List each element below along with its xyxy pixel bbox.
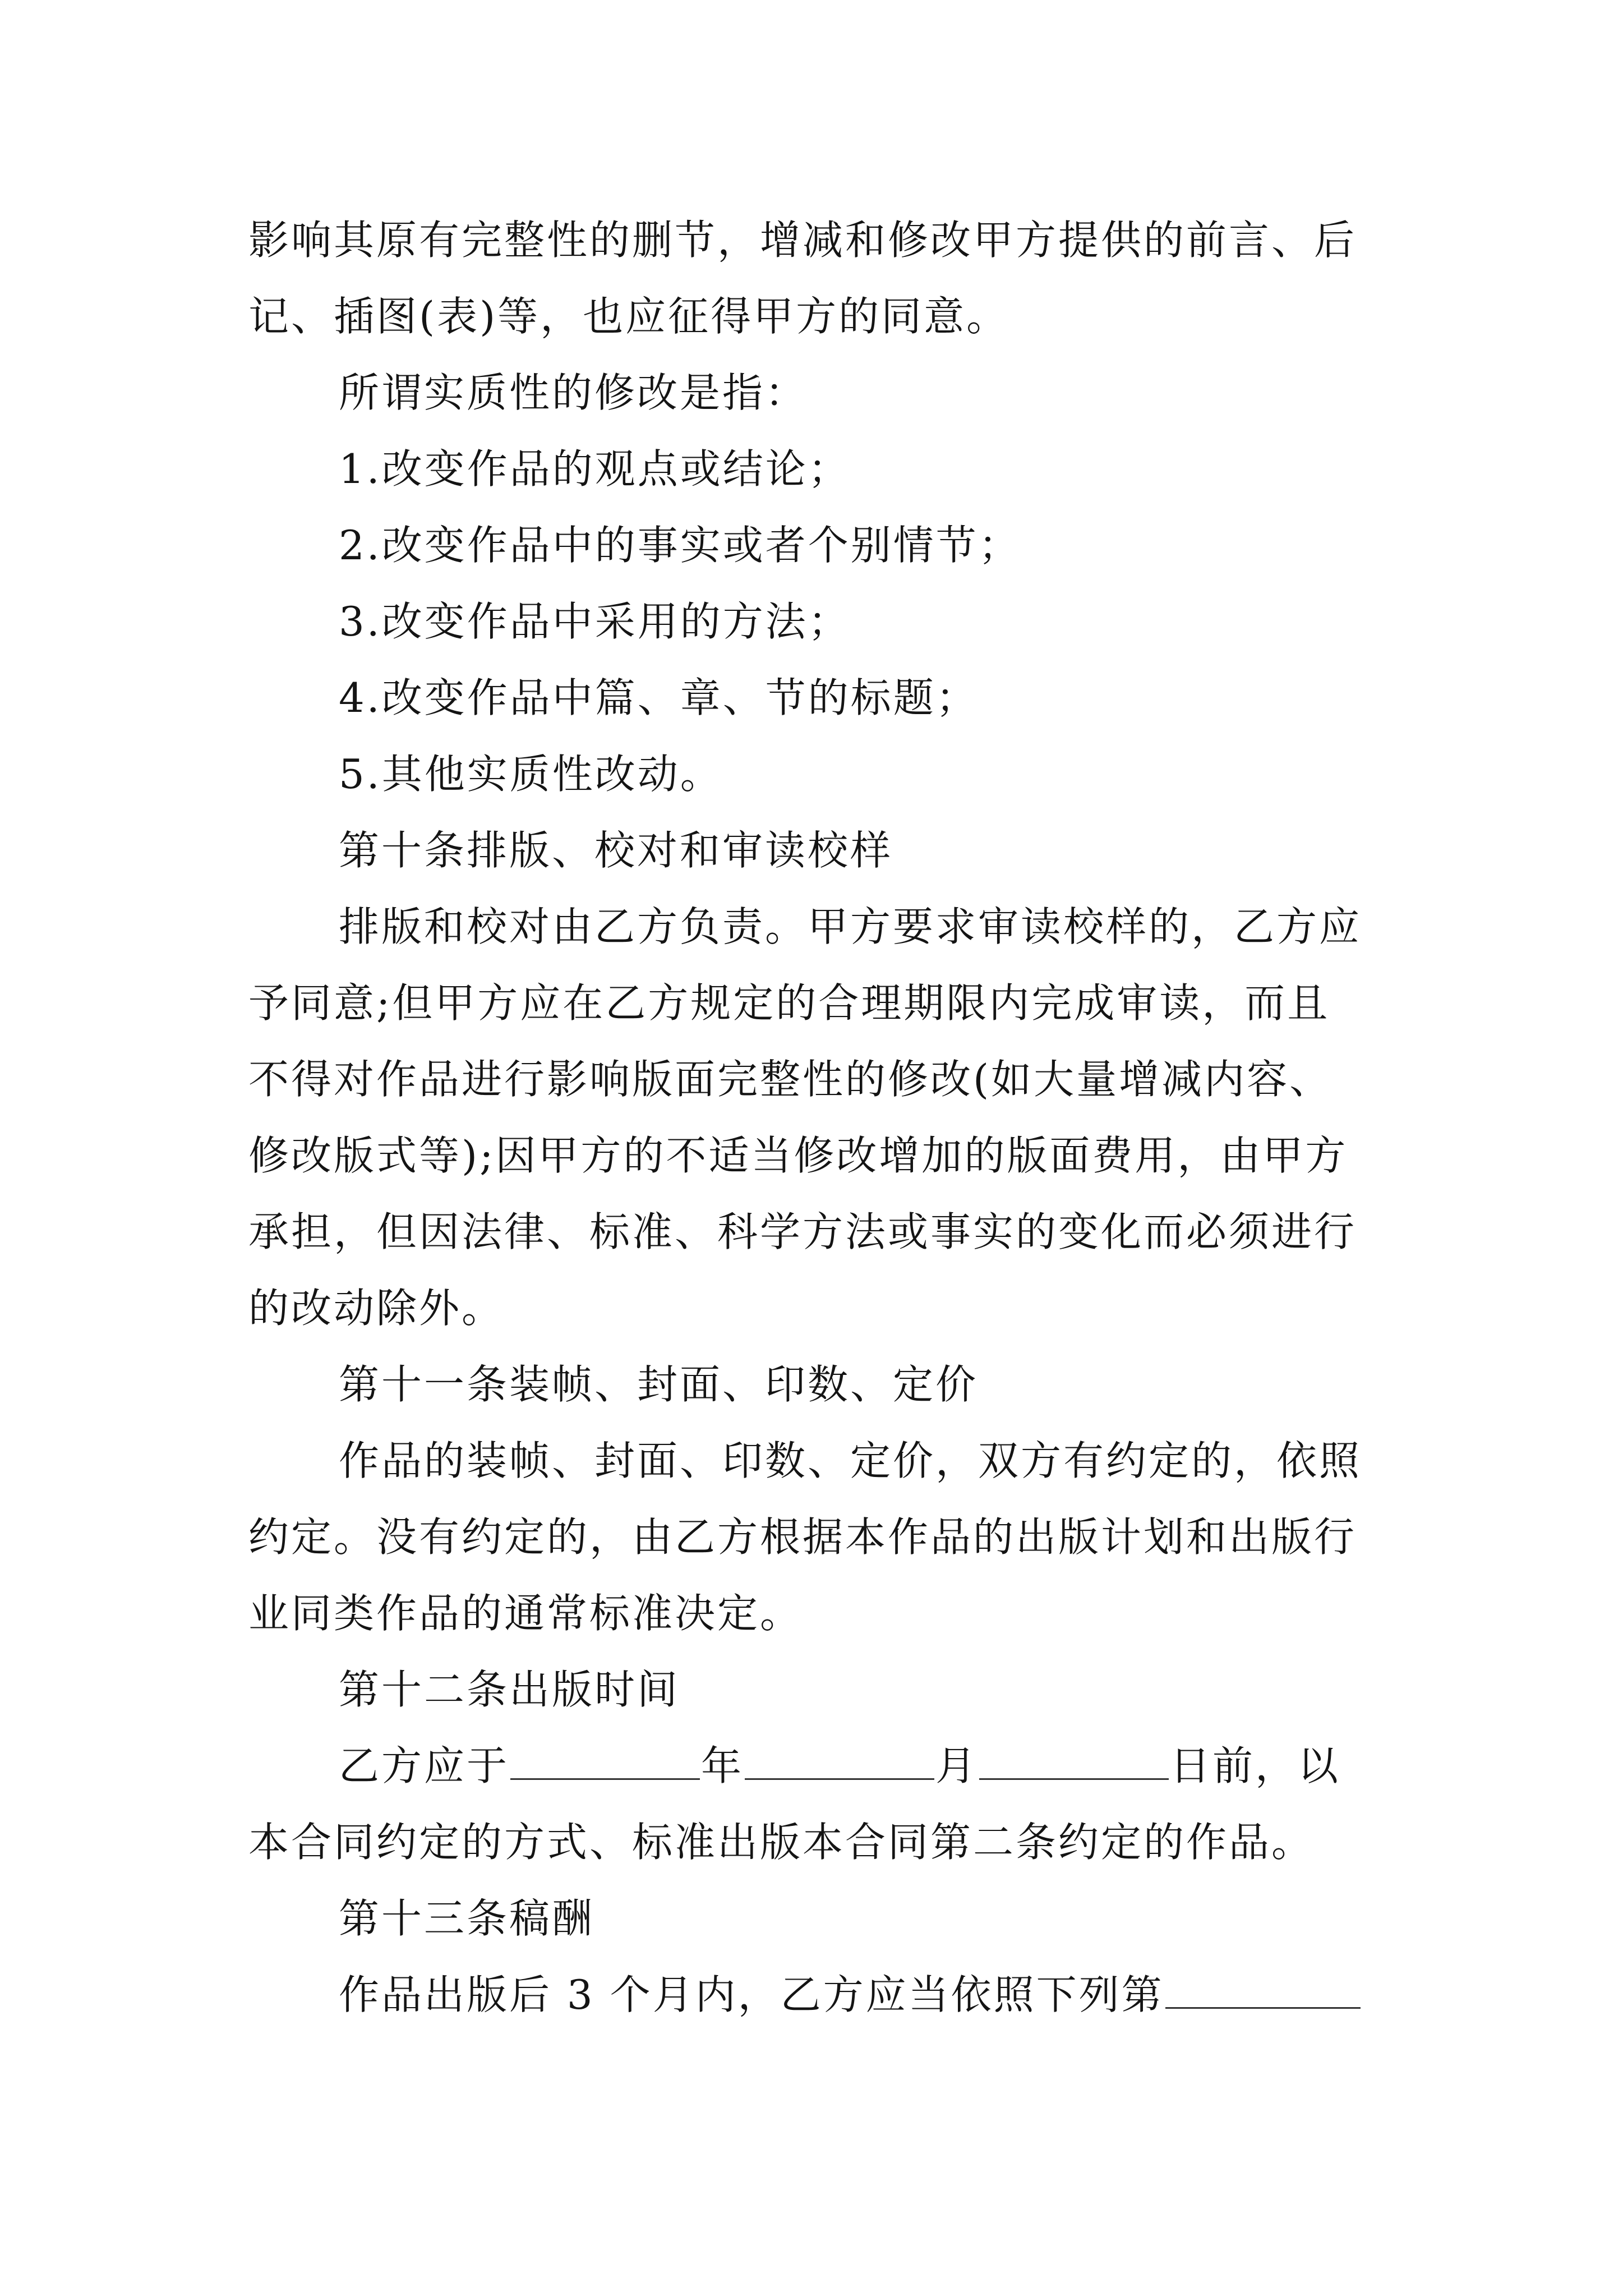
paragraph-line: 本合同约定的方式、标准出版本合同第二条约定的作品。 — [248, 1819, 1315, 1866]
paragraph-line: 排版和校对由乙方负责。甲方要求审读校样的，乙方应 — [339, 903, 1362, 950]
month-unit: 月 — [935, 1742, 979, 1789]
paragraph-line: 所谓实质性的修改是指： — [339, 369, 808, 416]
year-blank-field — [510, 1733, 700, 1780]
article-heading: 第十二条出版时间 — [339, 1666, 680, 1713]
paragraph-line: 承担，但因法律、标准、科学方法或事实的变化而必须进行 — [248, 1208, 1357, 1255]
royalty-text: 作品出版后 3 个月内，乙方应当依照下列第 — [339, 1971, 1164, 2018]
publish-date-line — [248, 1728, 1387, 1804]
article-heading: 第十一条装帧、封面、印数、定价 — [339, 1361, 979, 1408]
paragraph-line: 业同类作品的通常标准决定。 — [248, 1590, 803, 1637]
list-item: 2.改变作品中的事实或者个别情节； — [339, 522, 1021, 569]
day-blank-field — [979, 1733, 1169, 1780]
list-item: 3.改变作品中采用的方法； — [339, 598, 851, 645]
paragraph-line: 修改版式等);因甲方的不适当修改增加的版面费用，由甲方 — [248, 1132, 1348, 1179]
paragraph-line: 约定。没有约定的，由乙方根据本作品的出版计划和出版行 — [248, 1513, 1357, 1561]
paragraph-line: 不得对作品进行影响版面完整性的修改(如大量增减内容、 — [248, 1056, 1332, 1103]
paragraph-line: 影响其原有完整性的删节，增减和修改甲方提供的前言、后 — [248, 217, 1357, 264]
document-body — [248, 202, 1387, 2033]
paragraph-line: 作品的装帧、封面、印数、定价，双方有约定的，依照 — [339, 1437, 1362, 1484]
article-heading: 第十三条稿酬 — [339, 1895, 595, 1942]
royalty-line — [248, 1957, 1387, 2033]
list-item: 1.改变作品的观点或结论； — [339, 445, 851, 493]
royalty-option-blank-field — [1165, 1962, 1361, 2009]
year-unit: 年 — [701, 1742, 744, 1789]
paragraph-line: 记、插图(表)等，也应征得甲方的同意。 — [248, 293, 1009, 340]
article-heading: 第十条排版、校对和审读校样 — [339, 827, 893, 874]
paragraph-line: 的改动除外。 — [248, 1285, 505, 1332]
month-blank-field — [745, 1733, 934, 1780]
publish-date-prefix: 乙方应于 — [339, 1742, 510, 1789]
day-suffix: 日前，以 — [1170, 1742, 1341, 1789]
list-item: 4.改变作品中篇、章、节的标题； — [339, 674, 979, 721]
paragraph-line: 予同意;但甲方应在乙方规定的合理期限内完成审读，而且 — [248, 979, 1330, 1027]
list-item: 5.其他实质性改动。 — [339, 751, 723, 798]
